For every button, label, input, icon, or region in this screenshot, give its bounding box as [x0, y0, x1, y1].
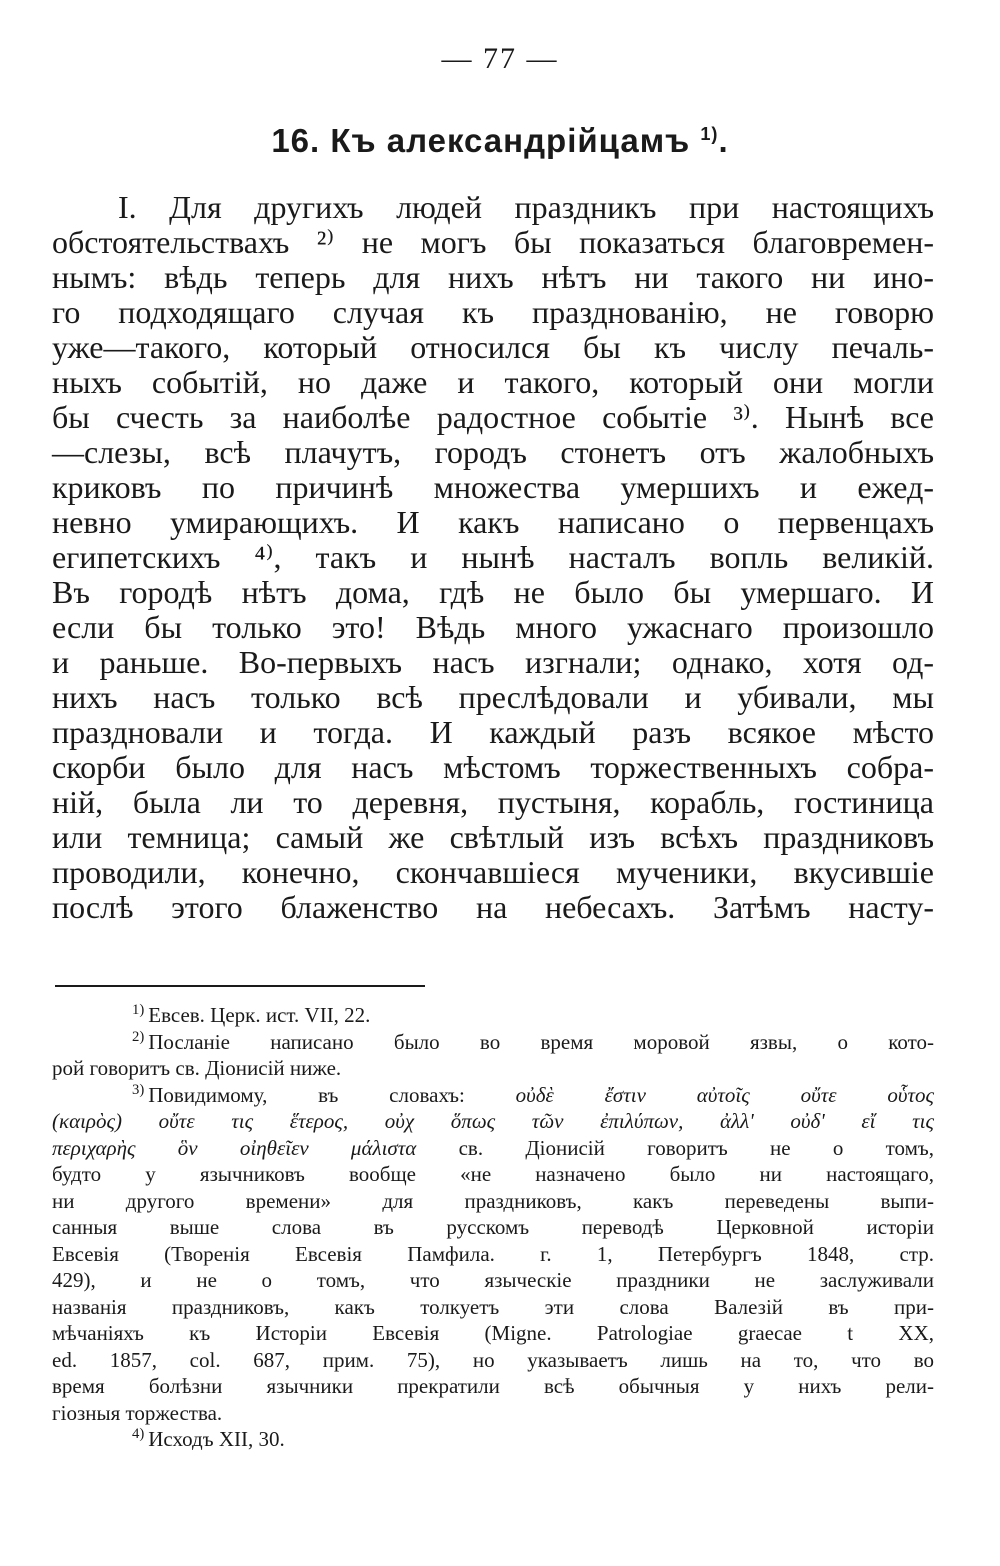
greek-quote: οὐδὲ ἔστιν αὐτοῖς οὔτε οὗτος: [515, 1082, 934, 1107]
footnote-line: санныя выше слова въ русскомъ переводѣ Церковной исторіи: [52, 1215, 934, 1239]
footnote-line: будто у язычниковъ вообще «не назначено было ни настоящаго,: [52, 1162, 934, 1186]
footnote-3: [52, 1082, 934, 1109]
footnote-line: рой говоритъ св. Діонисій ниже.: [52, 1056, 342, 1080]
footnote-text: Посланіе написано было во время моровой язвы, о кото-: [148, 1029, 934, 1054]
page-number: — 77 —: [441, 42, 559, 75]
body-line: обстоятельствахъ ²⁾ не могъ бы показаться благовремен-: [52, 224, 934, 260]
footnote-text: св. Діонисій говоритъ не о томъ,: [458, 1135, 934, 1160]
footnote-text: Повидимому, въ словахъ:: [148, 1082, 465, 1107]
footnote-line: ни другого времени» для праздниковъ, какъ переведены выпи-: [52, 1188, 934, 1213]
footnotes: [52, 1002, 934, 1453]
body-line: нихъ насъ только всѣ преслѣдовали и убивали, мы: [52, 679, 934, 715]
footnote-text: Евсев. Церк. ист. VII, 22.: [148, 1003, 371, 1027]
body-line: или темница; самый же свѣтлый изъ всѣхъ праздниковъ: [52, 819, 934, 855]
chapter-title: 16. Къ александрійцамъ $^{1)}$.: [271, 122, 729, 159]
footnote-marker: 3): [132, 1081, 145, 1098]
footnote-line: 429), и не о томъ, что языческіе праздники не заслуживали: [52, 1268, 934, 1292]
body-line: го подходящаго случая къ празднованію, не говорю: [52, 294, 934, 330]
body-line: невно умирающихъ. И какъ написано о первенцахъ: [52, 504, 934, 540]
body-line: I. Для другихъ людей праздникъ при настоящихъ: [118, 189, 934, 225]
footnote-line: ed. 1857, col. 687, прим. 75), но указываетъ лишь на то, что во: [52, 1347, 934, 1372]
body-line: ныхъ событій, но даже и такого, который они могли: [52, 364, 934, 400]
footnote-line: [52, 1135, 934, 1162]
footnote-marker: 2): [132, 1028, 145, 1045]
title-footnote-ref: 1): [700, 124, 719, 144]
body-line: и раньше. Во-первыхъ насъ изгнали; однако, хотя од-: [52, 644, 934, 680]
body-line: уже—такого, который относился бы къ числу печаль-: [52, 329, 934, 365]
greek-quote: (καιρὸς) οὔτε τις ἕτερος, οὐχ ὅπως τῶν ἐπιλύπων, ἀλλ' οὐδ' εἴ τις: [52, 1109, 934, 1133]
footnote-marker: 4): [132, 1426, 145, 1442]
body-text: [52, 190, 934, 925]
body-line: послѣ этого блаженство на небесахъ. Затѣмъ насту-: [52, 889, 934, 925]
body-line: ній, была ли то деревня, пустыня, корабль, гостиница: [52, 784, 934, 820]
footnote-marker: 1): [132, 1002, 145, 1018]
footnote-2: [52, 1029, 934, 1056]
footnote-1: [52, 1002, 934, 1029]
footnote-line: Евсевія (Творенія Евсевія Памфила. г. 1, Петербургъ 1848, стр.: [52, 1241, 934, 1266]
footnote-line: мѣчаніяхъ къ Исторіи Евсевія (Migne. Patrologiae graecae t XX,: [52, 1321, 934, 1345]
body-line: нымъ: вѣдь теперь для нихъ нѣтъ ни такого ни ино-: [52, 259, 934, 295]
footnote-line: гіозныя торжества.: [52, 1400, 223, 1425]
body-line: если бы только это! Вѣдь много ужаснаго произошло: [52, 609, 934, 645]
footnote-divider: [55, 985, 425, 987]
footnote-line: названія праздниковъ, какъ толкуетъ эти слова Валезій въ при-: [52, 1294, 934, 1319]
greek-quote: περιχαρὴς ὃν οἰηθεῖεν μάλιστα: [52, 1135, 417, 1160]
body-line: криковъ по причинѣ множества умершихъ и ежед-: [52, 469, 934, 505]
body-line: проводили, конечно, скончавшіеся мученики, вкусившіе: [52, 854, 934, 890]
body-line: —слезы, всѣ плачутъ, городъ стонетъ отъ жалобныхъ: [52, 434, 934, 470]
chapter-title-text: 16. Къ александрійцамъ: [271, 122, 691, 159]
body-line: праздновали и тогда. И каждый разъ всякое мѣсто: [52, 714, 934, 750]
footnote-4: [52, 1426, 934, 1453]
footnote-line: время болѣзни язычники прекратили всѣ обычныя у нихъ рели-: [52, 1374, 934, 1398]
body-line: Въ городѣ нѣтъ дома, гдѣ не было бы умершаго. И: [52, 574, 934, 610]
body-line: скорби было для насъ мѣстомъ торжественныхъ собра-: [52, 749, 934, 785]
body-line: египетскихъ ⁴⁾, такъ и нынѣ насталъ вопль великій.: [52, 539, 934, 575]
body-line: бы счесть за наиболѣе радостное событіе ³⁾. Нынѣ все: [52, 399, 934, 435]
footnote-text: Исходъ XII, 30.: [148, 1427, 285, 1451]
